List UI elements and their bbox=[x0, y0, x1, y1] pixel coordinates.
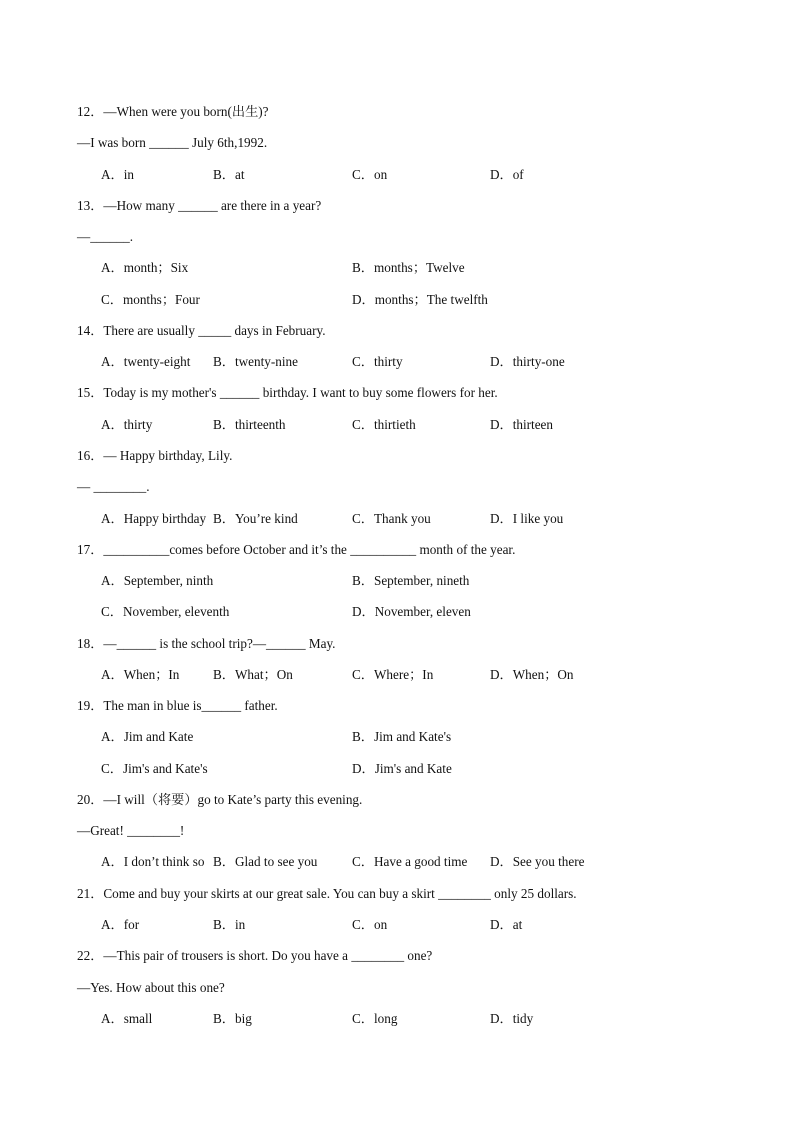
answer-option: A．I don’t think so bbox=[101, 854, 205, 870]
answer-option: C．months；Four bbox=[101, 291, 200, 307]
question-number: 16． bbox=[77, 447, 104, 463]
answer-option: C．Have a good time bbox=[352, 854, 468, 870]
question-stem bbox=[77, 102, 269, 122]
answer-option: B．You’re kind bbox=[213, 510, 298, 526]
answer-option: C．thirtieth bbox=[352, 416, 416, 432]
answer-option: C．long bbox=[352, 1010, 398, 1026]
question-stem bbox=[77, 446, 232, 466]
question-number: 22． bbox=[77, 948, 104, 964]
question-number: 12． bbox=[77, 104, 104, 119]
question-text: —When were you born(出生)? bbox=[103, 104, 269, 119]
answer-option: C．on bbox=[352, 166, 388, 182]
answer-option: A．thirty bbox=[101, 416, 153, 432]
answer-option: C．Jim's and Kate's bbox=[101, 760, 208, 776]
question-stem bbox=[77, 946, 432, 966]
answer-option: D．of bbox=[490, 166, 524, 182]
question-number: 14． bbox=[77, 322, 104, 338]
answer-option: A．month；Six bbox=[101, 260, 189, 276]
question-stem bbox=[77, 321, 326, 341]
question-stem bbox=[77, 634, 335, 654]
answer-option: B．What；On bbox=[213, 666, 293, 682]
question-number: 19． bbox=[77, 698, 104, 714]
question-number: 20． bbox=[77, 791, 104, 807]
answer-option: B．thirteenth bbox=[213, 416, 286, 432]
answer-option: B．months；Twelve bbox=[352, 260, 465, 276]
answer-option: A．Jim and Kate bbox=[101, 729, 194, 745]
question-number: 18． bbox=[77, 635, 104, 651]
question-stem bbox=[77, 196, 321, 216]
answer-option: D．thirty-one bbox=[490, 354, 565, 370]
answer-option: A．small bbox=[101, 1010, 153, 1026]
answer-option: A．for bbox=[101, 917, 140, 933]
question-stem bbox=[77, 383, 498, 403]
question-text: — Happy birthday, Lily. bbox=[103, 447, 233, 463]
question-text: Today is my mother's ______ birthday. I want to buy some flowers for her. bbox=[103, 385, 498, 401]
question-number: 13． bbox=[77, 197, 104, 213]
question-text: —This pair of trousers is short. Do you have a ________ one? bbox=[103, 948, 433, 964]
answer-option: B．big bbox=[213, 1010, 252, 1026]
answer-option: A．When；In bbox=[101, 666, 180, 682]
answer-option: D．months；The twelfth bbox=[352, 291, 488, 307]
question-text: —______ is the school trip?—______ May. bbox=[103, 635, 336, 651]
answer-option: A．Happy birthday bbox=[101, 510, 207, 526]
dialogue-line: —Yes. How about this one? bbox=[77, 979, 225, 995]
question-text: There are usually _____ days in February. bbox=[103, 322, 326, 338]
answer-option: D．thirteen bbox=[490, 416, 553, 432]
answer-option: C．Thank you bbox=[352, 510, 431, 526]
answer-option: D．tidy bbox=[490, 1010, 534, 1026]
dialogue-line: —______. bbox=[77, 229, 134, 245]
question-text: —I will（将要）go to Kate’s party this evening. bbox=[103, 791, 363, 807]
answer-option: C．on bbox=[352, 917, 388, 933]
answer-option: B．Glad to see you bbox=[213, 854, 318, 870]
question-number: 15． bbox=[77, 385, 104, 401]
dialogue-line: —I was born ______ July 6th,1992. bbox=[77, 135, 268, 151]
dialogue-line: — ________. bbox=[77, 479, 150, 495]
answer-option: D．November, eleven bbox=[352, 604, 471, 620]
answer-option: C．thirty bbox=[352, 354, 403, 370]
question-stem bbox=[77, 790, 362, 810]
answer-option: B．at bbox=[213, 166, 245, 182]
answer-option: B．twenty-nine bbox=[213, 354, 298, 370]
answer-option: A．in bbox=[101, 166, 134, 182]
question-stem bbox=[77, 540, 515, 560]
answer-option: D．at bbox=[490, 917, 523, 933]
answer-option: D．Jim's and Kate bbox=[352, 760, 452, 776]
answer-option: A．twenty-eight bbox=[101, 354, 191, 370]
question-stem bbox=[77, 696, 278, 716]
question-text: __________comes before October and it’s the __________ month of the year. bbox=[103, 541, 516, 557]
question-number: 21． bbox=[77, 885, 104, 901]
answer-option: B．in bbox=[213, 917, 246, 933]
question-text: The man in blue is______ father. bbox=[103, 698, 278, 714]
answer-option: B．Jim and Kate's bbox=[352, 729, 452, 745]
answer-option: C．Where；In bbox=[352, 666, 434, 682]
answer-option: D．When；On bbox=[490, 666, 574, 682]
answer-option: D．See you there bbox=[490, 854, 585, 870]
answer-option: D．I like you bbox=[490, 510, 564, 526]
question-text: —How many ______ are there in a year? bbox=[103, 197, 322, 213]
answer-option: B．September, nineth bbox=[352, 573, 470, 589]
answer-option: C．November, eleventh bbox=[101, 604, 230, 620]
answer-option: A．September, ninth bbox=[101, 573, 214, 589]
question-number: 17． bbox=[77, 541, 104, 557]
dialogue-line: —Great! ________! bbox=[77, 823, 185, 839]
question-text: Come and buy your skirts at our great sale. You can buy a skirt ________ only 25 dollars. bbox=[103, 885, 577, 901]
question-stem bbox=[77, 884, 577, 904]
